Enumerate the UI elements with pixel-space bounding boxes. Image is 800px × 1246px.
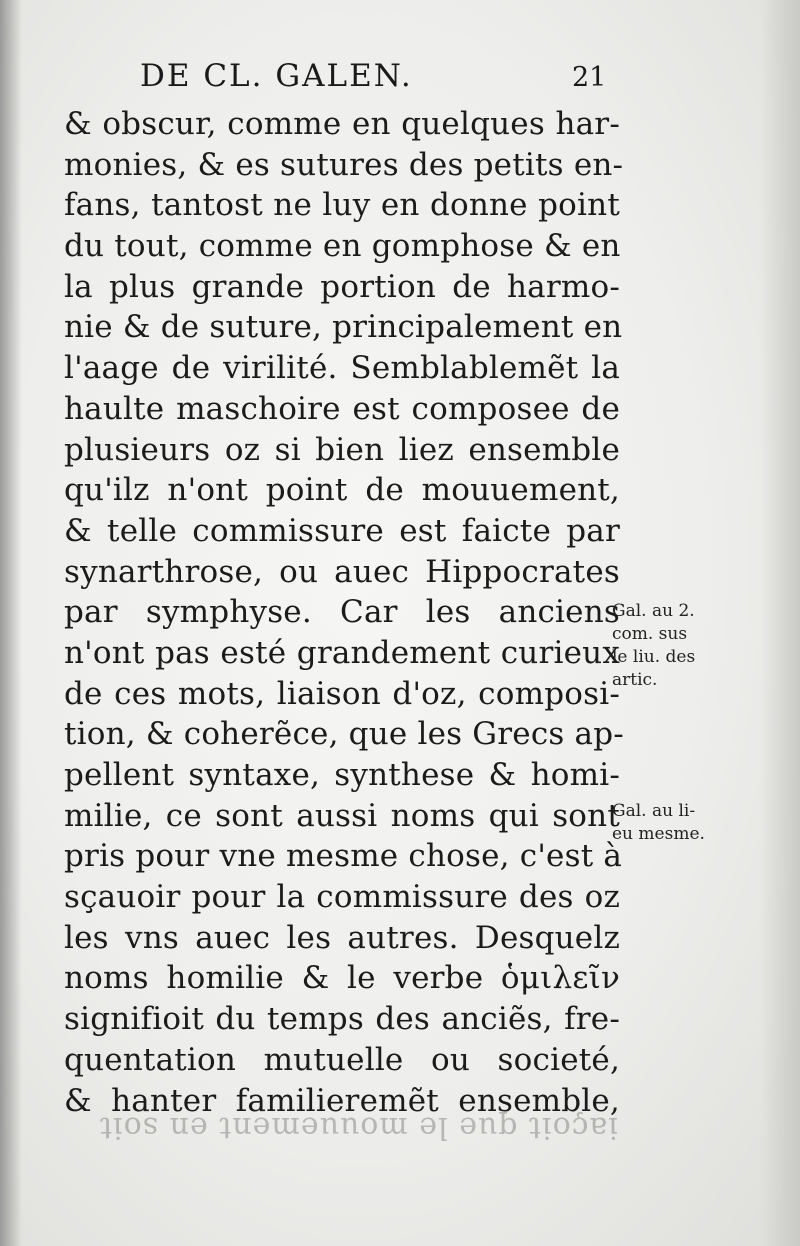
text-line: pellent syntaxe, synthese & homi- [64,757,620,793]
margin-note-line: artic. [612,670,658,690]
margin-note [612,800,740,846]
margin-note [612,600,740,692]
text-line: la plus grande portion de harmo- [64,268,620,305]
text-line: qu'ilz n'ont point de mouuement, [64,472,620,509]
margin-note-line: le liu. des [612,647,696,667]
text-line: & telle commissure est faicte par [64,512,620,549]
text-line: monies, & es sutures des petits en- [64,146,624,183]
text-line: plusieurs oz si bien liez ensemble [64,431,620,468]
text-line: & hanter familieremẽt ensemble, [64,1082,620,1119]
page-number: 21 [572,62,607,93]
text-line: quentation mutuelle ou societé, [64,1041,620,1078]
text-line: tion, & coherẽce, que les Grecs ap- [64,716,624,753]
text-line: fans, tantost ne luy en donne point [64,187,620,224]
text-line: les vns auec les autres. Desquelz [64,919,620,956]
margin-note-line: Gal. au 2. [612,601,695,621]
text-line: pris pour vne mesme chose, c'est à [64,838,623,875]
text-line: signifioit du temps des anciẽs, fre- [64,1001,620,1038]
text-line: par symphyse. Car les anciens [64,594,620,631]
running-head: DE CL. GALEN. [140,58,413,94]
text-line: de ces mots, liaison d'oz, composi- [64,675,620,712]
margin-note-line: com. sus [612,624,688,644]
text-line: sçauoir pour la commissure des oz [64,879,620,916]
text-line: nie & de suture, principalement en [64,309,623,346]
text-line: noms homilie & le verbe ὁμιλεῖν [64,960,620,997]
text-line: l'aage de virilité. Semblablemẽt la [64,350,620,387]
show-through-text: iaçoit que le mouuement en soit [99,1110,618,1145]
text-line: milie, ce sont aussi noms qui sont [64,797,620,834]
text-line: & obscur, comme en quelques har- [64,106,620,142]
body-text [64,104,624,1121]
text-line: synarthrose, ou auec Hippocrates [64,553,620,590]
text-line: haulte maschoire est composee de [64,390,620,427]
text-line: n'ont pas esté grandement curieux [64,634,620,671]
text-line: du tout, comme en gomphose & en [64,228,621,265]
margin-note-line: Gal. au li- [612,801,696,821]
margin-note-line: eu mesme. [612,824,705,844]
